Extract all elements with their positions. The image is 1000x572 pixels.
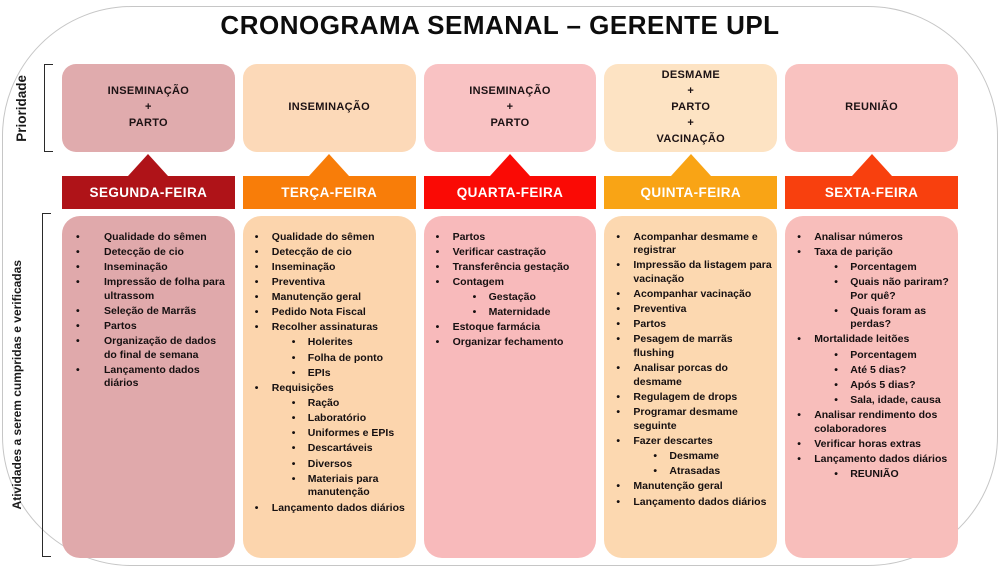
activity-item (789, 276, 953, 303)
activity-item-text: Desmame (669, 450, 720, 463)
activity-item-text: Mortalidade leitões (814, 333, 910, 346)
activity-item-text: Estoque farmácia (452, 321, 541, 334)
activities-row-label (10, 212, 24, 557)
activity-item-text: Verificar horas extras (814, 437, 922, 450)
bullet-icon: • (435, 230, 440, 243)
activity-item (247, 382, 411, 396)
priority-line: + (687, 116, 695, 129)
activity-item (66, 231, 230, 245)
priority-line: + (687, 85, 695, 98)
bullet-icon: • (616, 480, 621, 493)
bullet-icon: • (76, 230, 80, 243)
bullet-icon: • (291, 397, 296, 410)
bullet-icon: • (254, 321, 259, 334)
bullet-icon: • (797, 437, 801, 450)
activity-item (789, 394, 953, 408)
activity-item-text: Pesagem de marrãs flushing (633, 333, 733, 360)
bullet-icon: • (291, 457, 296, 470)
bullet-icon: • (834, 304, 838, 317)
priority-row-label-text: Prioridade (14, 74, 29, 142)
priority-bracket (44, 64, 53, 152)
arrow-up-wrap (604, 152, 777, 176)
bullet-icon: • (472, 306, 477, 319)
activity-item-text: Partos (104, 319, 137, 332)
priority-line: + (506, 101, 514, 114)
activity-item-text: Gestação (488, 291, 536, 304)
activities-box (785, 216, 958, 558)
activity-item (428, 291, 592, 305)
bullet-icon: • (797, 333, 801, 346)
activity-item-text: Preventiva (271, 275, 325, 288)
bullet-icon: • (254, 381, 259, 394)
bullet-icon: • (254, 245, 259, 258)
activity-item (247, 397, 411, 411)
activity-item (789, 261, 953, 275)
activity-item (247, 261, 411, 275)
bullet-icon: • (435, 275, 440, 288)
bullet-icon: • (76, 334, 80, 347)
activity-item (608, 259, 772, 286)
activity-item (789, 333, 953, 347)
activities-box (62, 216, 235, 558)
bullet-icon: • (616, 362, 621, 375)
bullet-icon: • (76, 275, 80, 288)
priority-box (604, 64, 777, 152)
day-header: TERÇA-FEIRA (243, 176, 416, 209)
arrow-up-icon (852, 154, 892, 176)
arrow-up-wrap (424, 152, 597, 176)
activity-item (608, 362, 772, 389)
activity-item-text: Materiais para manutenção (307, 472, 379, 499)
bullet-icon: • (797, 230, 801, 243)
activity-item (247, 427, 411, 441)
arrow-up-wrap (785, 152, 958, 176)
activity-item (247, 246, 411, 260)
activity-item-text: EPIs (307, 366, 331, 379)
bullet-icon: • (291, 472, 296, 485)
bullet-icon: • (653, 450, 658, 463)
activity-item-text: Requisições (271, 381, 334, 394)
activity-item-text: Partos (452, 230, 486, 243)
activity-item (789, 349, 953, 363)
activity-item (247, 458, 411, 472)
activity-item-text: Organização de dados do final de semana (104, 334, 217, 361)
activity-item (428, 306, 592, 320)
activity-item-text: Manutenção geral (271, 291, 362, 304)
activity-item (247, 291, 411, 305)
activities-box (243, 216, 416, 558)
bullet-icon: • (254, 260, 259, 273)
activity-item (247, 473, 411, 500)
activity-item (789, 453, 953, 467)
activity-item-text: Impressão da listagem para vacinação (633, 259, 772, 285)
day-header: QUARTA-FEIRA (424, 176, 597, 209)
activity-item (247, 412, 411, 426)
activity-item-text: Organizar fechamento (452, 336, 564, 349)
bullet-icon: • (254, 306, 259, 319)
activity-item-text: Recolher assinaturas (271, 321, 379, 334)
activity-item-text: Contagem (452, 275, 504, 288)
activity-item-text: Analisar rendimento dos colaboradores (814, 409, 938, 435)
activity-item-text: REUNIÃO (850, 468, 899, 481)
bullet-icon: • (435, 245, 440, 258)
activity-item (66, 276, 230, 303)
activities-box (424, 216, 597, 558)
activity-item-text: Taxa de parição (814, 245, 893, 258)
bullet-icon: • (435, 260, 440, 273)
activity-item (247, 352, 411, 366)
activity-item-text: Ração (307, 397, 340, 410)
bullet-icon: • (797, 245, 801, 258)
activity-item-text: Até 5 dias? (850, 363, 907, 376)
activity-item-text: Lançamento dados diários (271, 501, 405, 514)
activity-item-text: Pedido Nota Fiscal (271, 306, 366, 319)
activity-item-text: Uniformes e EPIs (307, 427, 395, 440)
activity-item (608, 496, 772, 510)
week-columns-grid (62, 64, 958, 558)
activity-item (66, 364, 230, 391)
bullet-icon: • (616, 406, 621, 419)
arrow-up-icon (128, 154, 168, 176)
bullet-icon: • (616, 391, 621, 404)
activity-item-text: Detecção de cio (104, 245, 184, 258)
day-column-1 (62, 64, 235, 558)
activity-item (247, 442, 411, 456)
activity-item (247, 231, 411, 245)
activity-item (66, 246, 230, 260)
activity-item (608, 318, 772, 332)
activity-item-text: Regulagem de drops (633, 391, 738, 404)
activity-item-text: Detecção de cio (271, 245, 352, 258)
activity-item-text: Folha de ponto (307, 351, 384, 364)
arrow-up-wrap (243, 152, 416, 176)
priority-box (243, 64, 416, 152)
activity-item-text: Inseminação (104, 260, 168, 273)
bullet-icon: • (616, 230, 621, 243)
priority-line: REUNIÃO (845, 101, 898, 114)
day-header: SEGUNDA-FEIRA (62, 176, 235, 209)
activity-item-text: Inseminação (271, 260, 336, 273)
bullet-icon: • (291, 366, 296, 379)
bullet-icon: • (76, 319, 80, 332)
arrow-up-icon (671, 154, 711, 176)
activity-item (247, 276, 411, 290)
activity-item-text: Sala, idade, causa (850, 394, 941, 407)
bullet-icon: • (616, 318, 621, 331)
bullet-icon: • (616, 259, 621, 272)
page-title: CRONOGRAMA SEMANAL – GERENTE UPL (220, 10, 780, 40)
priority-line: INSEMINAÇÃO (107, 85, 190, 98)
arrow-up-wrap (62, 152, 235, 176)
activity-item-text: Impressão de folha para ultrassom (104, 275, 225, 302)
activity-item-text: Seleção de Marrãs (104, 304, 197, 317)
priority-line: INSEMINAÇÃO (288, 101, 370, 114)
activity-item (66, 305, 230, 319)
priority-box (785, 64, 958, 152)
activity-item-text: Porcentagem (850, 260, 917, 273)
activity-item (608, 406, 772, 433)
activity-item-text: Transferência gestação (452, 260, 570, 273)
activity-item-text: Qualidade do sêmen (104, 230, 207, 243)
activity-item-text: Acompanhar desmame e registrar (633, 230, 758, 257)
bullet-icon: • (76, 363, 80, 376)
activity-item (247, 502, 411, 516)
activity-item (789, 305, 953, 332)
activity-item (428, 246, 592, 260)
bullet-icon: • (616, 495, 621, 508)
bullet-icon: • (472, 291, 477, 304)
activity-item-text: Programar desmame seguinte (633, 406, 738, 432)
arrow-up-icon (490, 154, 530, 176)
activity-item-text: Diversos (307, 457, 353, 470)
activities-row-label-text: Atividades a serem cumpridas e verificadas (10, 259, 24, 510)
priority-box (424, 64, 597, 152)
activity-item-text: Verificar castração (452, 245, 546, 258)
bullet-icon: • (76, 260, 80, 273)
activity-item (247, 306, 411, 320)
activity-item-text: Quais não pariram? Por quê? (850, 275, 949, 302)
priority-row-label (14, 64, 29, 152)
activity-item-text: Lançamento dados diários (104, 363, 200, 390)
bullet-icon: • (291, 412, 296, 425)
activity-item (608, 303, 772, 317)
activity-item (428, 261, 592, 275)
activity-item (66, 335, 230, 362)
activity-item-text: Analisar números (814, 230, 903, 243)
activity-item (428, 276, 592, 290)
bullet-icon: • (254, 291, 259, 304)
activity-item (789, 364, 953, 378)
priority-line: + (145, 101, 152, 114)
activity-item (608, 480, 772, 494)
activity-item-text: Maternidade (488, 306, 551, 319)
priority-line: PARTO (128, 116, 168, 129)
activity-item (66, 261, 230, 275)
activity-item-text: Quais foram as perdas? (850, 304, 927, 331)
activity-item-text: Atrasadas (669, 465, 721, 478)
priority-line: VACINAÇÃO (656, 132, 726, 145)
bullet-icon: • (834, 468, 838, 481)
activity-item (608, 391, 772, 405)
bullet-icon: • (76, 304, 80, 317)
activities-bracket (42, 213, 51, 557)
bullet-icon: • (435, 336, 440, 349)
activity-item (247, 336, 411, 350)
bullet-icon: • (834, 394, 838, 407)
activity-item-text: Porcentagem (850, 348, 917, 361)
activity-item (428, 231, 592, 245)
arrow-up-icon (309, 154, 349, 176)
activity-item-text: Lançamento dados diários (633, 495, 767, 508)
bullet-icon: • (797, 453, 801, 466)
priority-line: PARTO (490, 116, 530, 129)
priority-box (62, 64, 235, 152)
day-column-4 (604, 64, 777, 558)
bullet-icon: • (653, 465, 658, 478)
activity-item-text: Qualidade do sêmen (271, 230, 375, 243)
bullet-icon: • (616, 288, 621, 301)
bullet-icon: • (616, 333, 621, 346)
activity-item-text: Preventiva (633, 303, 687, 316)
activity-item-text: Lançamento dados diários (814, 453, 948, 466)
day-column-5 (785, 64, 958, 558)
activity-item (608, 231, 772, 258)
day-header: QUINTA-FEIRA (604, 176, 777, 209)
bullet-icon: • (254, 230, 259, 243)
bullet-icon: • (834, 260, 838, 273)
activity-item-text: Fazer descartes (633, 434, 713, 447)
activity-item (608, 465, 772, 479)
activity-item (247, 321, 411, 335)
bullet-icon: • (291, 427, 296, 440)
activity-item (789, 438, 953, 452)
day-header: SEXTA-FEIRA (785, 176, 958, 209)
activity-item (66, 320, 230, 334)
activities-box (604, 216, 777, 558)
activity-item (608, 435, 772, 449)
bullet-icon: • (291, 336, 296, 349)
bullet-icon: • (834, 363, 838, 376)
activity-item (608, 333, 772, 360)
bullet-icon: • (616, 434, 621, 447)
activity-item-text: Partos (633, 318, 667, 331)
bullet-icon: • (616, 303, 621, 316)
activity-item (247, 367, 411, 381)
bullet-icon: • (435, 321, 440, 334)
bullet-icon: • (254, 501, 259, 514)
activity-item (608, 288, 772, 302)
priority-line: PARTO (671, 101, 711, 114)
bullet-icon: • (797, 409, 801, 422)
activity-item-text: Descartáveis (307, 442, 373, 455)
bullet-icon: • (834, 348, 838, 361)
activity-item-text: Analisar porcas do desmame (633, 362, 728, 388)
bullet-icon: • (291, 442, 296, 455)
activity-item (789, 231, 953, 245)
bullet-icon: • (76, 245, 80, 258)
day-column-3 (424, 64, 597, 558)
activity-item (789, 246, 953, 260)
bullet-icon: • (291, 351, 296, 364)
activity-item-text: Holerites (307, 336, 353, 349)
bullet-icon: • (254, 275, 259, 288)
activity-item (789, 379, 953, 393)
activity-item (608, 450, 772, 464)
priority-line: INSEMINAÇÃO (469, 85, 551, 98)
activity-item (428, 336, 592, 350)
activity-item (789, 409, 953, 436)
day-column-2 (243, 64, 416, 558)
activity-item (428, 321, 592, 335)
activity-item-text: Após 5 dias? (850, 378, 916, 391)
bullet-icon: • (834, 275, 838, 288)
priority-line: DESMAME (661, 69, 720, 82)
activity-item (789, 468, 953, 482)
activity-item-text: Manutenção geral (633, 480, 723, 493)
bullet-icon: • (834, 378, 838, 391)
activity-item-text: Acompanhar vacinação (633, 288, 752, 301)
activity-item-text: Laboratório (307, 412, 367, 425)
